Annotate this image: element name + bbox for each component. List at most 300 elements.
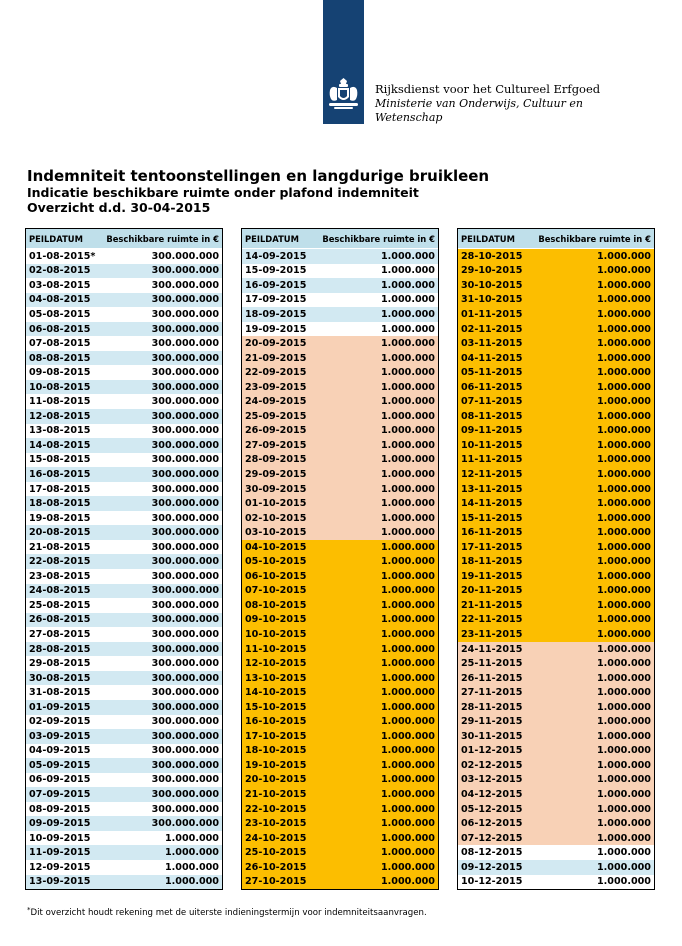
table-row [242, 540, 438, 555]
row-date: 06-12-2015 [461, 818, 523, 830]
row-date: 12-08-2015 [29, 410, 91, 422]
table-row [26, 642, 222, 657]
row-amount: 1.000.000 [380, 541, 435, 553]
table-row [458, 453, 654, 468]
row-date: 09-09-2015 [29, 818, 91, 830]
row-date: 02-11-2015 [461, 323, 523, 335]
row-amount: 1.000.000 [380, 672, 435, 684]
table-row [26, 744, 222, 759]
table-column-3 [457, 228, 655, 890]
row-date: 24-10-2015 [245, 832, 307, 844]
organization-block [375, 82, 600, 125]
row-date: 01-11-2015 [461, 308, 523, 320]
table-row [26, 336, 222, 351]
row-date: 02-10-2015 [245, 512, 307, 524]
table-row [242, 525, 438, 540]
row-amount: 1.000.000 [380, 701, 435, 713]
title-block [27, 167, 489, 215]
table-row [26, 496, 222, 511]
table-row [458, 715, 654, 730]
row-amount: 1.000.000 [380, 454, 435, 466]
table-row [242, 482, 438, 497]
row-date: 16-11-2015 [461, 527, 523, 539]
row-date: 25-08-2015 [29, 599, 91, 611]
row-date: 04-08-2015 [29, 294, 91, 306]
row-amount: 1.000.000 [380, 265, 435, 277]
row-amount: 1.000.000 [380, 861, 435, 873]
row-date: 01-12-2015 [461, 745, 523, 757]
table-row [458, 496, 654, 511]
table-row [26, 525, 222, 540]
table-row [458, 482, 654, 497]
row-amount: 300.000.000 [151, 730, 219, 742]
row-amount: 300.000.000 [151, 323, 219, 335]
row-date: 29-09-2015 [245, 468, 307, 480]
table-row [242, 802, 438, 817]
row-date: 02-12-2015 [461, 759, 523, 771]
table-row [458, 264, 654, 279]
table-row [242, 554, 438, 569]
row-amount: 1.000.000 [380, 338, 435, 350]
row-amount: 300.000.000 [151, 265, 219, 277]
row-amount: 300.000.000 [151, 541, 219, 553]
table-row [242, 336, 438, 351]
row-amount: 300.000.000 [151, 745, 219, 757]
row-date: 11-11-2015 [461, 454, 523, 466]
table-row [458, 875, 654, 890]
table-column-1 [25, 228, 223, 890]
page-subtitle: Indicatie beschikbare ruimte onder plafond indemniteit [27, 185, 419, 200]
table-row [26, 773, 222, 788]
row-amount: 1.000.000 [380, 687, 435, 699]
table-row [26, 584, 222, 599]
row-amount: 300.000.000 [151, 308, 219, 320]
row-date: 14-09-2015 [245, 250, 307, 262]
table-row [458, 831, 654, 846]
logo-bar [323, 0, 364, 124]
table-row [26, 845, 222, 860]
row-date: 13-11-2015 [461, 483, 523, 495]
row-amount: 300.000.000 [151, 381, 219, 393]
row-amount: 1.000.000 [596, 759, 651, 771]
row-date: 09-11-2015 [461, 425, 523, 437]
row-date: 07-10-2015 [245, 585, 307, 597]
table-row [458, 627, 654, 642]
table-column-2 [241, 228, 439, 890]
row-amount: 1.000.000 [596, 352, 651, 364]
row-amount: 1.000.000 [380, 308, 435, 320]
row-date: 23-09-2015 [245, 381, 307, 393]
table-row [26, 438, 222, 453]
row-amount: 300.000.000 [151, 672, 219, 684]
table-row [26, 424, 222, 439]
row-amount: 300.000.000 [151, 279, 219, 291]
row-date: 12-10-2015 [245, 658, 307, 670]
row-date: 01-10-2015 [245, 498, 307, 510]
table-row [242, 496, 438, 511]
table-row [26, 322, 222, 337]
row-date: 03-11-2015 [461, 338, 523, 350]
row-amount: 1.000.000 [596, 381, 651, 393]
row-date: 25-10-2015 [245, 847, 307, 859]
table-row [26, 394, 222, 409]
row-amount: 1.000.000 [380, 396, 435, 408]
row-amount: 1.000.000 [380, 628, 435, 640]
table-row [242, 671, 438, 686]
row-date: 29-11-2015 [461, 716, 523, 728]
table-row [26, 307, 222, 322]
row-date: 30-08-2015 [29, 672, 91, 684]
organization-name: Rijksdienst voor het Cultureel Erfgoed [375, 82, 601, 96]
table-row [458, 525, 654, 540]
table-row [242, 584, 438, 599]
row-amount: 1.000.000 [596, 323, 651, 335]
row-date: 02-08-2015 [29, 265, 91, 277]
row-amount: 300.000.000 [151, 789, 219, 800]
row-amount: 1.000.000 [596, 701, 651, 713]
row-date: 23-08-2015 [29, 570, 91, 582]
row-amount: 300.000.000 [151, 803, 219, 815]
table-row [242, 278, 438, 293]
row-amount: 1.000.000 [380, 425, 435, 437]
row-amount: 1.000.000 [596, 643, 651, 655]
row-date: 09-10-2015 [245, 614, 307, 626]
row-date: 08-10-2015 [245, 599, 307, 611]
row-date: 08-12-2015 [461, 847, 523, 859]
table-row [242, 860, 438, 875]
row-date: 28-10-2015 [461, 250, 523, 262]
row-amount: 1.000.000 [596, 294, 651, 306]
row-amount: 300.000.000 [151, 759, 219, 771]
row-date: 14-08-2015 [29, 439, 91, 451]
row-date: 08-08-2015 [29, 352, 91, 364]
row-date: 19-10-2015 [245, 759, 307, 771]
row-amount: 1.000.000 [596, 498, 651, 510]
table-row [458, 540, 654, 555]
row-amount: 1.000.000 [596, 672, 651, 684]
table-row [26, 758, 222, 773]
row-amount: 1.000.000 [164, 876, 219, 888]
table-row [458, 322, 654, 337]
row-amount: 300.000.000 [151, 599, 219, 611]
table-row [458, 816, 654, 831]
row-date: 05-10-2015 [245, 556, 307, 568]
table-row [26, 351, 222, 366]
row-amount: 1.000.000 [596, 803, 651, 815]
row-amount: 1.000.000 [380, 832, 435, 844]
table-row [242, 613, 438, 628]
table-row [458, 293, 654, 308]
table-row [458, 758, 654, 773]
row-date: 18-11-2015 [461, 556, 523, 568]
row-date: 26-10-2015 [245, 861, 307, 873]
table-row [26, 787, 222, 802]
row-date: 18-09-2015 [245, 308, 307, 320]
row-amount: 1.000.000 [596, 861, 651, 873]
row-amount: 1.000.000 [380, 716, 435, 728]
table-row [26, 482, 222, 497]
row-amount: 1.000.000 [596, 614, 651, 626]
row-amount: 1.000.000 [596, 789, 651, 800]
table-row [242, 322, 438, 337]
row-date: 17-08-2015 [29, 483, 91, 495]
row-date: 06-10-2015 [245, 570, 307, 582]
row-date: 15-11-2015 [461, 512, 523, 524]
row-date: 16-10-2015 [245, 716, 307, 728]
row-amount: 300.000.000 [151, 556, 219, 568]
table-row [242, 249, 438, 264]
row-date: 14-10-2015 [245, 687, 307, 699]
row-date: 01-08-2015* [29, 250, 96, 262]
row-amount: 1.000.000 [596, 847, 651, 859]
table-row [458, 351, 654, 366]
row-amount: 300.000.000 [151, 818, 219, 830]
row-amount: 300.000.000 [151, 250, 219, 262]
row-date: 28-09-2015 [245, 454, 307, 466]
table-row [26, 627, 222, 642]
table-row [458, 307, 654, 322]
ministry-name-line1: Ministerie van Onderwijs, Cultuur en [375, 97, 583, 110]
row-date: 24-08-2015 [29, 585, 91, 597]
row-amount: 1.000.000 [596, 527, 651, 539]
row-amount: 300.000.000 [151, 396, 219, 408]
table-row [26, 380, 222, 395]
row-amount: 1.000.000 [596, 396, 651, 408]
table-row [26, 293, 222, 308]
table-row [26, 715, 222, 730]
row-date: 28-08-2015 [29, 643, 91, 655]
row-date: 02-09-2015 [29, 716, 91, 728]
row-amount: 1.000.000 [380, 876, 435, 888]
row-amount: 1.000.000 [380, 803, 435, 815]
table-header [458, 229, 654, 249]
table-row [26, 671, 222, 686]
table-row [242, 467, 438, 482]
row-amount: 300.000.000 [151, 468, 219, 480]
row-amount: 1.000.000 [596, 658, 651, 670]
row-date: 10-08-2015 [29, 381, 91, 393]
row-date: 06-11-2015 [461, 381, 523, 393]
row-date: 15-09-2015 [245, 265, 307, 277]
table-row [26, 831, 222, 846]
row-amount: 300.000.000 [151, 483, 219, 495]
row-amount: 1.000.000 [596, 818, 651, 830]
table-row [458, 569, 654, 584]
table-row [242, 453, 438, 468]
row-amount: 1.000.000 [380, 599, 435, 611]
row-amount: 300.000.000 [151, 585, 219, 597]
row-amount: 1.000.000 [380, 759, 435, 771]
row-date: 24-11-2015 [461, 643, 523, 655]
row-date: 17-10-2015 [245, 730, 307, 742]
row-date: 18-08-2015 [29, 498, 91, 510]
row-date: 13-09-2015 [29, 876, 91, 888]
row-date: 12-11-2015 [461, 468, 523, 480]
table-row [458, 409, 654, 424]
row-date: 24-09-2015 [245, 396, 307, 408]
row-date: 14-11-2015 [461, 498, 523, 510]
table-row [26, 467, 222, 482]
row-date: 17-11-2015 [461, 541, 523, 553]
row-date: 31-08-2015 [29, 687, 91, 699]
table-row [26, 613, 222, 628]
row-date: 26-09-2015 [245, 425, 307, 437]
row-amount: 1.000.000 [596, 468, 651, 480]
row-date: 19-08-2015 [29, 512, 91, 524]
row-date: 04-09-2015 [29, 745, 91, 757]
table-row [458, 584, 654, 599]
table-row [26, 554, 222, 569]
row-amount: 1.000.000 [380, 323, 435, 335]
table-header [242, 229, 438, 249]
table-row [458, 424, 654, 439]
row-amount: 1.000.000 [596, 832, 651, 844]
row-date: 28-11-2015 [461, 701, 523, 713]
page-title: Indemniteit tentoonstellingen en langdurige bruikleen [27, 167, 490, 185]
coat-of-arms-icon [327, 78, 360, 110]
row-amount: 300.000.000 [151, 643, 219, 655]
table-row [242, 831, 438, 846]
row-date: 08-11-2015 [461, 410, 523, 422]
row-amount: 300.000.000 [151, 687, 219, 699]
table-row [458, 802, 654, 817]
row-amount: 1.000.000 [380, 381, 435, 393]
row-amount: 1.000.000 [380, 512, 435, 524]
row-date: 16-09-2015 [245, 279, 307, 291]
row-date: 07-08-2015 [29, 338, 91, 350]
row-amount: 300.000.000 [151, 570, 219, 582]
row-date: 21-11-2015 [461, 599, 523, 611]
row-amount: 1.000.000 [596, 628, 651, 640]
row-date: 17-09-2015 [245, 294, 307, 306]
table-row [26, 453, 222, 468]
row-date: 20-08-2015 [29, 527, 91, 539]
row-amount: 1.000.000 [380, 556, 435, 568]
row-date: 07-09-2015 [29, 789, 91, 800]
row-date: 20-11-2015 [461, 585, 523, 597]
row-amount: 1.000.000 [596, 279, 651, 291]
table-row [242, 700, 438, 715]
row-amount: 1.000.000 [596, 745, 651, 757]
row-amount: 1.000.000 [380, 294, 435, 306]
header-peildatum: PEILDATUM [29, 233, 83, 244]
table-row [458, 729, 654, 744]
row-date: 31-10-2015 [461, 294, 523, 306]
row-date: 21-09-2015 [245, 352, 307, 364]
row-amount: 1.000.000 [380, 352, 435, 364]
table-row [26, 511, 222, 526]
row-amount: 1.000.000 [380, 279, 435, 291]
row-amount: 1.000.000 [380, 439, 435, 451]
row-date: 15-10-2015 [245, 701, 307, 713]
table-row [26, 875, 222, 890]
table-row [26, 249, 222, 264]
row-date: 04-10-2015 [245, 541, 307, 553]
row-date: 05-11-2015 [461, 367, 523, 379]
row-amount: 1.000.000 [596, 556, 651, 568]
table-row [242, 293, 438, 308]
row-amount: 300.000.000 [151, 716, 219, 728]
row-date: 06-09-2015 [29, 774, 91, 786]
row-date: 21-08-2015 [29, 541, 91, 553]
table-row [242, 365, 438, 380]
row-amount: 300.000.000 [151, 658, 219, 670]
row-amount: 300.000.000 [151, 614, 219, 626]
row-date: 05-09-2015 [29, 759, 91, 771]
table-row [242, 642, 438, 657]
table-row [458, 656, 654, 671]
table-row [458, 860, 654, 875]
table-row [242, 394, 438, 409]
row-date: 05-12-2015 [461, 803, 523, 815]
table-row [458, 671, 654, 686]
row-date: 07-12-2015 [461, 832, 523, 844]
row-date: 30-10-2015 [461, 279, 523, 291]
table-row [458, 278, 654, 293]
row-amount: 1.000.000 [596, 716, 651, 728]
row-date: 26-08-2015 [29, 614, 91, 626]
row-amount: 1.000.000 [380, 730, 435, 742]
row-date: 10-09-2015 [29, 832, 91, 844]
row-date: 11-10-2015 [245, 643, 307, 655]
table-row [242, 656, 438, 671]
table-row [26, 700, 222, 715]
row-date: 04-11-2015 [461, 352, 523, 364]
row-amount: 1.000.000 [380, 483, 435, 495]
table-row [458, 613, 654, 628]
row-date: 10-12-2015 [461, 876, 523, 888]
header-beschikbare-ruimte: Beschikbare ruimte in € [106, 233, 219, 244]
row-amount: 1.000.000 [380, 498, 435, 510]
row-date: 20-10-2015 [245, 774, 307, 786]
table-row [242, 875, 438, 890]
table-row [242, 729, 438, 744]
table-row [242, 264, 438, 279]
row-amount: 300.000.000 [151, 628, 219, 640]
row-date: 07-11-2015 [461, 396, 523, 408]
row-amount: 1.000.000 [596, 876, 651, 888]
table-row [458, 642, 654, 657]
table-row [458, 773, 654, 788]
row-date: 11-09-2015 [29, 847, 91, 859]
table-row [26, 860, 222, 875]
footnote-marker: * [27, 906, 31, 914]
row-amount: 1.000.000 [596, 541, 651, 553]
table-row [26, 685, 222, 700]
row-date: 03-12-2015 [461, 774, 523, 786]
row-amount: 1.000.000 [380, 468, 435, 480]
row-date: 29-08-2015 [29, 658, 91, 670]
footnote [27, 906, 427, 918]
row-amount: 300.000.000 [151, 439, 219, 451]
row-amount: 1.000.000 [596, 338, 651, 350]
row-date: 27-08-2015 [29, 628, 91, 640]
table-row [26, 409, 222, 424]
row-amount: 1.000.000 [380, 643, 435, 655]
row-amount: 1.000.000 [596, 425, 651, 437]
row-amount: 1.000.000 [380, 789, 435, 800]
row-amount: 300.000.000 [151, 410, 219, 422]
table-row [242, 351, 438, 366]
table-row [458, 787, 654, 802]
row-amount: 300.000.000 [151, 701, 219, 713]
table-row [458, 380, 654, 395]
row-date: 09-08-2015 [29, 367, 91, 379]
table-row [242, 715, 438, 730]
row-date: 15-08-2015 [29, 454, 91, 466]
row-amount: 300.000.000 [151, 498, 219, 510]
row-amount: 300.000.000 [151, 774, 219, 786]
